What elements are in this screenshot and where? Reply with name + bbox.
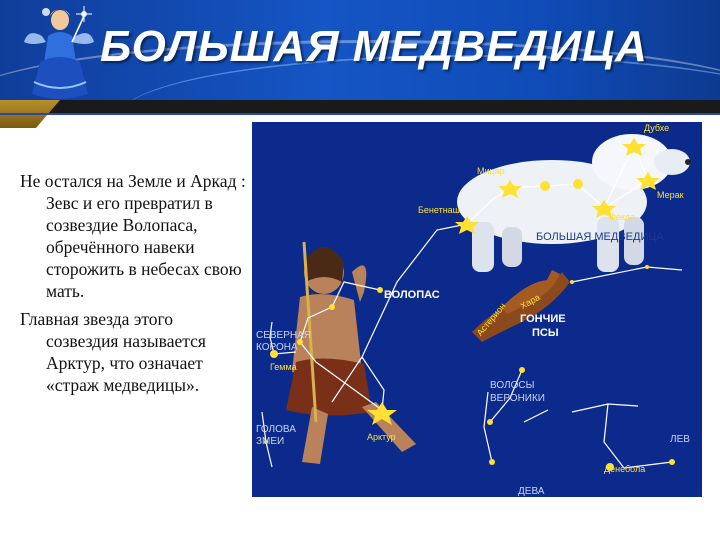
label-ursa-major: БОЛЬШАЯ МЕДВЕДИЦА	[536, 231, 664, 243]
paragraph-2: Главная звезда этого созвездия называется Арктур, что означает «страж медведицы».	[20, 309, 206, 395]
star-alioth	[540, 181, 550, 191]
star-bootes-1	[377, 287, 383, 293]
label-serpens-1: ГОЛОВА	[256, 424, 296, 435]
star-leo	[669, 459, 675, 465]
star-field-1	[570, 280, 574, 284]
star-asterion	[487, 419, 493, 425]
header-divider-thin	[0, 113, 720, 115]
label-denebola: Денебола	[604, 464, 646, 474]
star-bootes-2	[329, 304, 335, 310]
sky-map-svg	[252, 122, 702, 497]
label-leo: ЛЕВ	[670, 434, 690, 445]
constellation-map	[252, 122, 702, 497]
fairy-illustration	[18, 2, 98, 100]
label-coma-1: ВОЛОСЫ	[490, 380, 535, 391]
label-asterion: Астерион	[474, 300, 508, 338]
label-bootes: ВОЛОПАС	[384, 289, 440, 301]
label-canes-1: ГОНЧИЕ	[520, 313, 566, 325]
label-canes-2: ПСЫ	[532, 327, 559, 339]
label-phecda: Фекда	[609, 212, 636, 222]
slide-header	[0, 0, 720, 100]
star-chara	[519, 367, 525, 373]
page-title: БОЛЬШАЯ МЕДВЕДИЦА	[100, 22, 648, 71]
slide-body-text	[20, 170, 248, 402]
label-dubhe: Дубхе	[644, 123, 670, 133]
star-virgo	[489, 459, 495, 465]
label-virgo: ДЕВА	[518, 486, 545, 497]
bear-figure	[457, 134, 691, 272]
paragraph-1: Не остался на Земле и Аркад : Зевс и его превратил в созвездие Волопаса, обречённого навеки сторожить в небесах свою мать.	[20, 171, 246, 301]
bootes-figure	[286, 242, 416, 464]
label-mizar: Мицар	[477, 166, 505, 176]
star-megrez	[573, 179, 583, 189]
star-field-2	[645, 265, 649, 269]
label-coma-2: ВЕРОНИКИ	[490, 393, 545, 404]
label-corona-1: СЕВЕРНАЯ	[256, 330, 312, 341]
label-serpens-2: ЗМЕИ	[256, 436, 285, 447]
label-corona-2: КОРОНА	[256, 342, 298, 353]
label-arcturus: Арктур	[367, 432, 396, 442]
label-gemma: Гемма	[270, 362, 297, 372]
label-merak: Мерак	[657, 190, 684, 200]
header-divider	[0, 100, 720, 113]
label-chara: Хара	[518, 292, 542, 312]
label-benetnash: Бенетнаш	[418, 205, 460, 215]
